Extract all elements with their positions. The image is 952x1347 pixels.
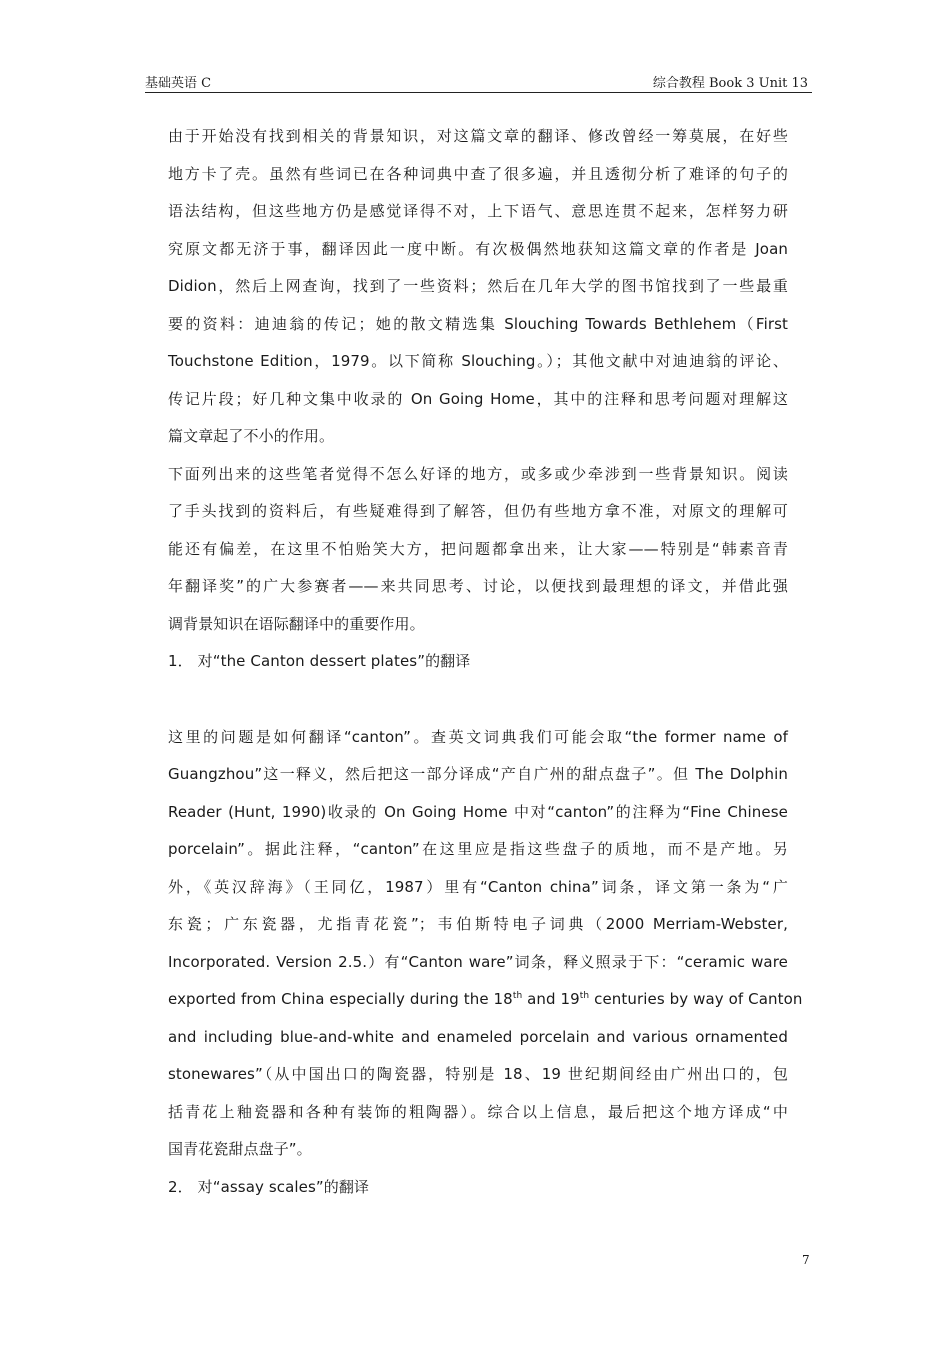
text-line: 下面列出来的这些笔者觉得不怎么好译的地方，或多或少牵涉到一些背景知识。阅读 <box>168 464 788 483</box>
blank-gap <box>168 681 788 719</box>
text-line: 调背景知识在语际翻译中的重要作用。 <box>168 614 425 633</box>
text-line: Touchstone Edition，1979。以下简称 Slouching。）；其他文献中对迪迪翁的评论、 <box>168 352 788 370</box>
paragraph-canton <box>168 719 803 1169</box>
text-line: 语法结构，但这些地方仍是感觉译得不对，上下语气、意思连贯不起来，怎样努力研 <box>168 202 788 220</box>
text-line: 了手头找到的资料后，有些疑难得到了解答，但仍有些地方拿不准，对原文的理解可 <box>168 502 788 520</box>
text-line: 国青花瓷甜点盘子”。 <box>168 1140 312 1158</box>
page-number: 7 <box>802 1253 810 1267</box>
section-heading-canton: 1． 对“the Canton dessert plates”的翻译 <box>168 652 471 670</box>
text-line: 这里的问题是如何翻译“canton”。查英文词典我们可能会取“the former name of <box>168 727 788 746</box>
text-fragment: and 19 <box>522 990 580 1008</box>
text-line: 括青花上釉瓷器和各种有装饰的粗陶器）。综合以上信息，最后把这个地方译成“中 <box>168 1102 788 1121</box>
text-line: 年翻译奖”的广大参赛者——来共同思考、讨论，以便找到最理想的译文，并借此强 <box>168 577 788 595</box>
text-line: Incorporated. Version 2.5.）有“Canton ware”词条，释义照录于下：“ceramic ware <box>168 952 788 971</box>
text-line: 要的资料：迪迪翁的传记；她的散文精选集 Slouching Towards Bethlehem（First <box>168 314 788 333</box>
text-line: porcelain”。据此注释，“canton”在这里应是指这些盘子的质地，而不是产地。另 <box>168 840 788 858</box>
page-body <box>168 118 803 1206</box>
text-line: stonewares”（从中国出口的陶瓷器，特别是 18、19 世纪期间经由广州出口的，包 <box>168 1065 788 1083</box>
text-line: 能还有偏差，在这里不怕贻笑大方，把问题都拿出来，让大家——特别是“韩素音青 <box>168 539 788 558</box>
paragraph-background <box>168 118 788 456</box>
text-line: Reader (Hunt, 1990)收录的 On Going Home 中对“canton”的注释为“Fine Chinese <box>168 802 788 821</box>
text-line: 篇文章起了不小的作用。 <box>168 427 335 445</box>
text-line: 东瓷；广东瓷器，尤指青花瓷”；韦伯斯特电子词典（2000 Merriam-Webster, <box>168 915 788 933</box>
header-book-unit: 综合教程 Book 3 Unit 13 <box>652 76 808 91</box>
text-line: 地方卡了壳。虽然有些词已在各种词典中查了很多遍，并且透彻分析了难译的句子的 <box>168 164 788 183</box>
text-line: Didion，然后上网查询，找到了一些资料；然后在几年大学的图书馆找到了一些最重 <box>168 277 788 295</box>
text-line-with-superscripts <box>168 981 803 1019</box>
superscript-th: th <box>579 991 590 1001</box>
header-course-title: 基础英语 C <box>145 76 212 91</box>
superscript-th: th <box>512 991 523 1001</box>
section-heading-assay-scales: 2． 对“assay scales”的翻译 <box>168 1177 370 1196</box>
page-header <box>145 70 812 93</box>
text-fragment: exported from China especially during the 18 <box>168 990 513 1008</box>
text-line: 外，《英汉辞海》（王同亿，1987）里有“Canton china”词条，译文第一条为“广 <box>168 877 788 896</box>
text-line: 由于开始没有找到相关的背景知识，对这篇文章的翻译、修改曾经一筹莫展，在好些 <box>168 127 788 145</box>
text-line: 传记片段；好几种文集中收录的 On Going Home，其中的注释和思考问题对理解这 <box>168 389 788 408</box>
paragraph-difficulties <box>168 456 788 644</box>
text-line: and including blue-and-white and enameled porcelain and various ornamented <box>168 1027 788 1046</box>
text-line: Guangzhou”这一释义，然后把这一部分译成“产自广州的甜点盘子”。但 The Dolphin <box>168 765 788 783</box>
text-line: 究原文都无济于事，翻译因此一度中断。有次极偶然地获知这篇文章的作者是 Joan <box>168 239 788 258</box>
text-fragment: centuries by way of Canton <box>589 990 803 1008</box>
